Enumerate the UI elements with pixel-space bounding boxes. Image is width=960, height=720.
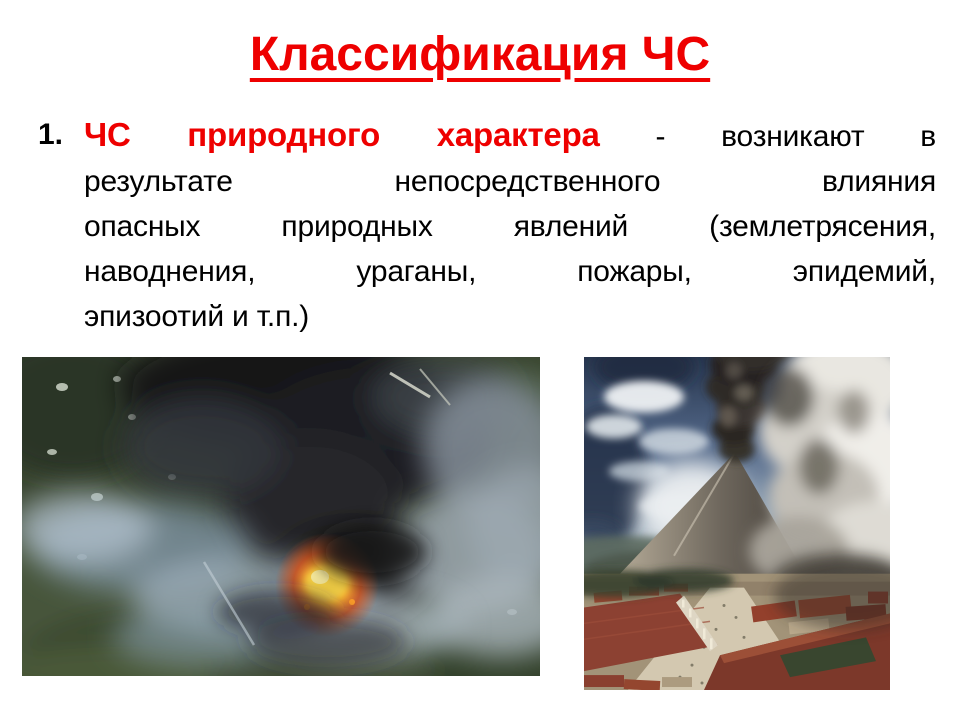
- text-line-3: опасных природных явлений (землетрясения,: [84, 210, 936, 243]
- fire-smoke-photo: [22, 357, 540, 676]
- text-line-1: [84, 112, 936, 159]
- ancient-city: [584, 561, 890, 690]
- list-item-1: [38, 112, 936, 339]
- text-line-4: наводнения, ураганы, пожары, эпидемий,: [84, 255, 936, 288]
- item-lead-red-text: ЧС природного характера: [84, 116, 600, 153]
- page-title: [0, 26, 960, 84]
- fire-photo-illustration: [22, 357, 540, 676]
- item-text: [84, 112, 936, 339]
- volcano-eruption-photo: [584, 357, 890, 690]
- text-line-1-rest: - возникают в: [655, 120, 937, 153]
- text-line-5: эпизоотий и т.п.): [84, 300, 310, 333]
- page-title-text: Классификация ЧС: [249, 28, 711, 81]
- volcano-photo-illustration: [584, 357, 890, 690]
- text-line-2: результате непосредственного влияния: [84, 165, 936, 198]
- list-number: 1.: [38, 118, 64, 151]
